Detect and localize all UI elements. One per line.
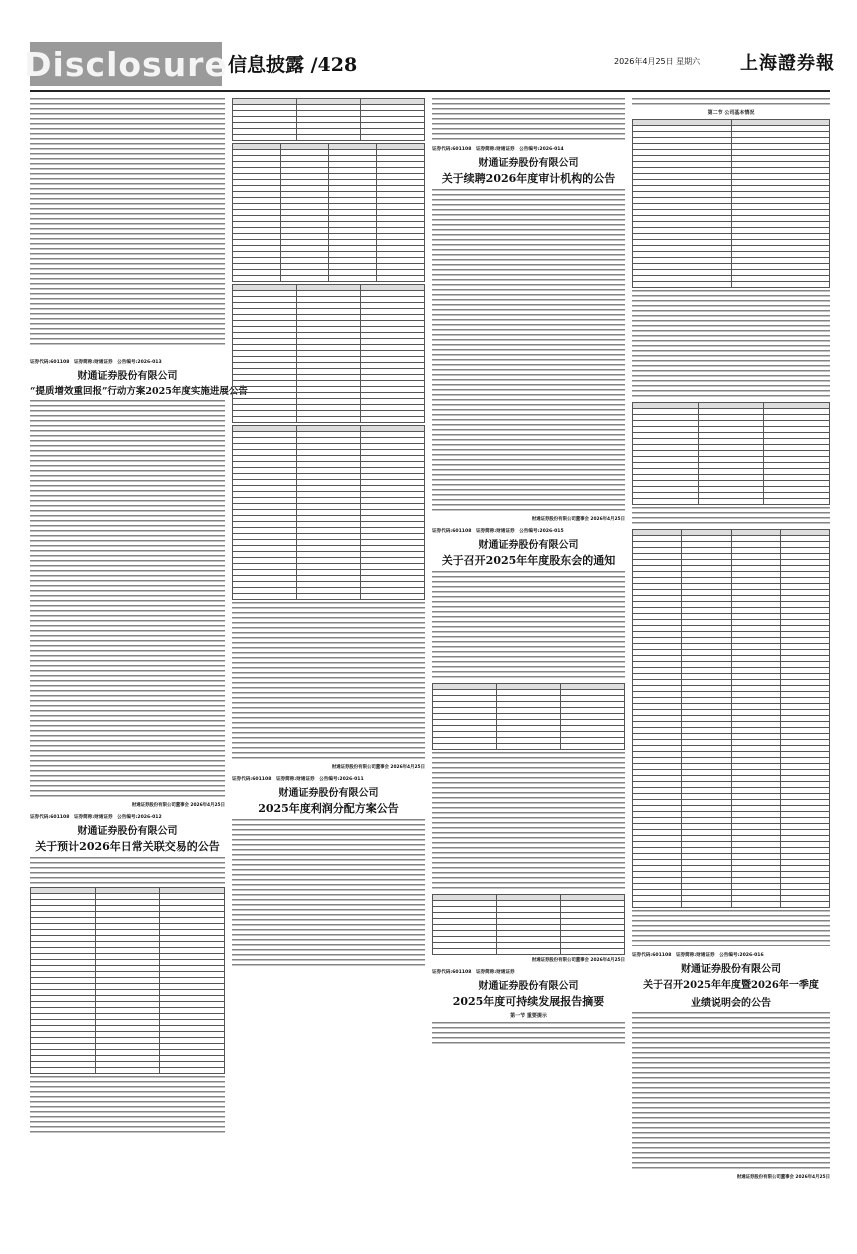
company-name: 财通证券股份有限公司 bbox=[77, 371, 178, 382]
article-title: 关于续聘2026年度审计机构的公告 bbox=[441, 172, 616, 185]
data-table bbox=[232, 425, 425, 600]
part-heading: 第一节 重要提示 bbox=[510, 1013, 547, 1019]
data-table bbox=[632, 529, 830, 908]
article-code: 证券代码:601108 证券简称:财通证券 公告编号:2026-012 bbox=[30, 815, 162, 820]
article-signature: 财通证券股份有限公司董事会 2026年4月25日 bbox=[131, 803, 225, 808]
company-name: 财通证券股份有限公司 bbox=[478, 981, 579, 992]
company-name: 财通证券股份有限公司 bbox=[478, 540, 579, 551]
article-title: 关于预计2026年日常关联交易的公告 bbox=[35, 840, 220, 853]
data-table bbox=[232, 143, 425, 282]
body-text-block bbox=[432, 752, 625, 892]
article-signature: 财通证券股份有限公司董事会 2026年4月25日 bbox=[531, 517, 625, 522]
company-name: 财通证券股份有限公司 bbox=[77, 826, 178, 837]
article-title: 2025年度利润分配方案公告 bbox=[258, 802, 399, 815]
article-code: 证券代码:601108 证券简称:财通证券 公告编号:2026-015 bbox=[432, 529, 564, 534]
article-title-line-2: 业绩说明会的公告 bbox=[691, 998, 771, 1009]
article-title: 关于召开2025年年度股东会的通知 bbox=[441, 554, 616, 567]
body-text-block bbox=[632, 507, 830, 527]
article-signature: 财通证券股份有限公司董事会 2026年4月25日 bbox=[331, 765, 425, 770]
article-code: 证券代码:601108 证券简称:财通证券 公告编号:2026-013 bbox=[30, 360, 162, 365]
article-title: 2025年度可持续发展报告摘要 bbox=[452, 995, 605, 1008]
article-signature: 财通证券股份有限公司董事会 2026年4月25日 bbox=[736, 1175, 830, 1180]
company-name: 财通证券股份有限公司 bbox=[681, 964, 781, 975]
body-text-block bbox=[30, 1076, 225, 1136]
article-code: 证券代码:601108 证券简称:财通证券 公告编号:2026-011 bbox=[232, 777, 364, 782]
column-1 bbox=[30, 96, 248, 1246]
article-signature: 财通证券股份有限公司董事会 2026年4月25日 bbox=[531, 958, 625, 963]
body-text-block bbox=[632, 910, 830, 946]
article-code: 证券代码:601108 证券简称:财通证券 公告编号:2026-014 bbox=[432, 147, 564, 152]
column-4 bbox=[632, 96, 830, 1246]
body-text-block bbox=[30, 98, 225, 346]
data-table bbox=[632, 119, 830, 288]
article-signature bbox=[30, 348, 225, 353]
article-code: 证券代码:601108 证券简称:财通证券 bbox=[432, 970, 515, 975]
article-title-line-1: 关于召开2025年年度暨2026年一季度 bbox=[643, 980, 819, 991]
section-title: 信息披露 /428 bbox=[228, 54, 358, 76]
column-2 bbox=[232, 96, 425, 1246]
body-text-block bbox=[632, 1012, 830, 1172]
data-table bbox=[632, 402, 830, 505]
masthead bbox=[0, 0, 857, 92]
data-table bbox=[432, 683, 625, 750]
body-text-block bbox=[632, 98, 830, 106]
data-table bbox=[232, 98, 425, 141]
data-table bbox=[432, 894, 625, 955]
masthead-rule bbox=[30, 90, 830, 92]
brand-logo bbox=[24, 42, 228, 86]
body-text-block bbox=[30, 400, 225, 800]
body-text-block bbox=[232, 819, 425, 969]
body-text-block bbox=[432, 189, 625, 514]
article-title: “提质增效重回报”行动方案2025年度实施进展公告 bbox=[30, 386, 248, 397]
paper-name: 上海證券報 bbox=[740, 53, 835, 74]
body-text-block bbox=[632, 290, 830, 400]
part-heading: 第二节 公司基本情况 bbox=[707, 110, 755, 116]
brand-text: Disclosure bbox=[24, 44, 228, 84]
company-name: 财通证券股份有限公司 bbox=[278, 788, 379, 799]
body-text-block bbox=[432, 571, 625, 681]
body-text-block bbox=[432, 1022, 625, 1047]
company-name: 财通证券股份有限公司 bbox=[478, 158, 579, 169]
body-text-block bbox=[30, 857, 225, 885]
issue-date: 2026年4月25日 星期六 bbox=[614, 57, 701, 66]
body-text-block bbox=[232, 602, 425, 762]
column-3 bbox=[432, 96, 625, 1246]
body-text-block bbox=[432, 98, 625, 140]
article-code: 证券代码:601108 证券简称:财通证券 公告编号:2026-016 bbox=[632, 953, 764, 958]
data-table bbox=[30, 887, 225, 1074]
data-table bbox=[232, 284, 425, 423]
